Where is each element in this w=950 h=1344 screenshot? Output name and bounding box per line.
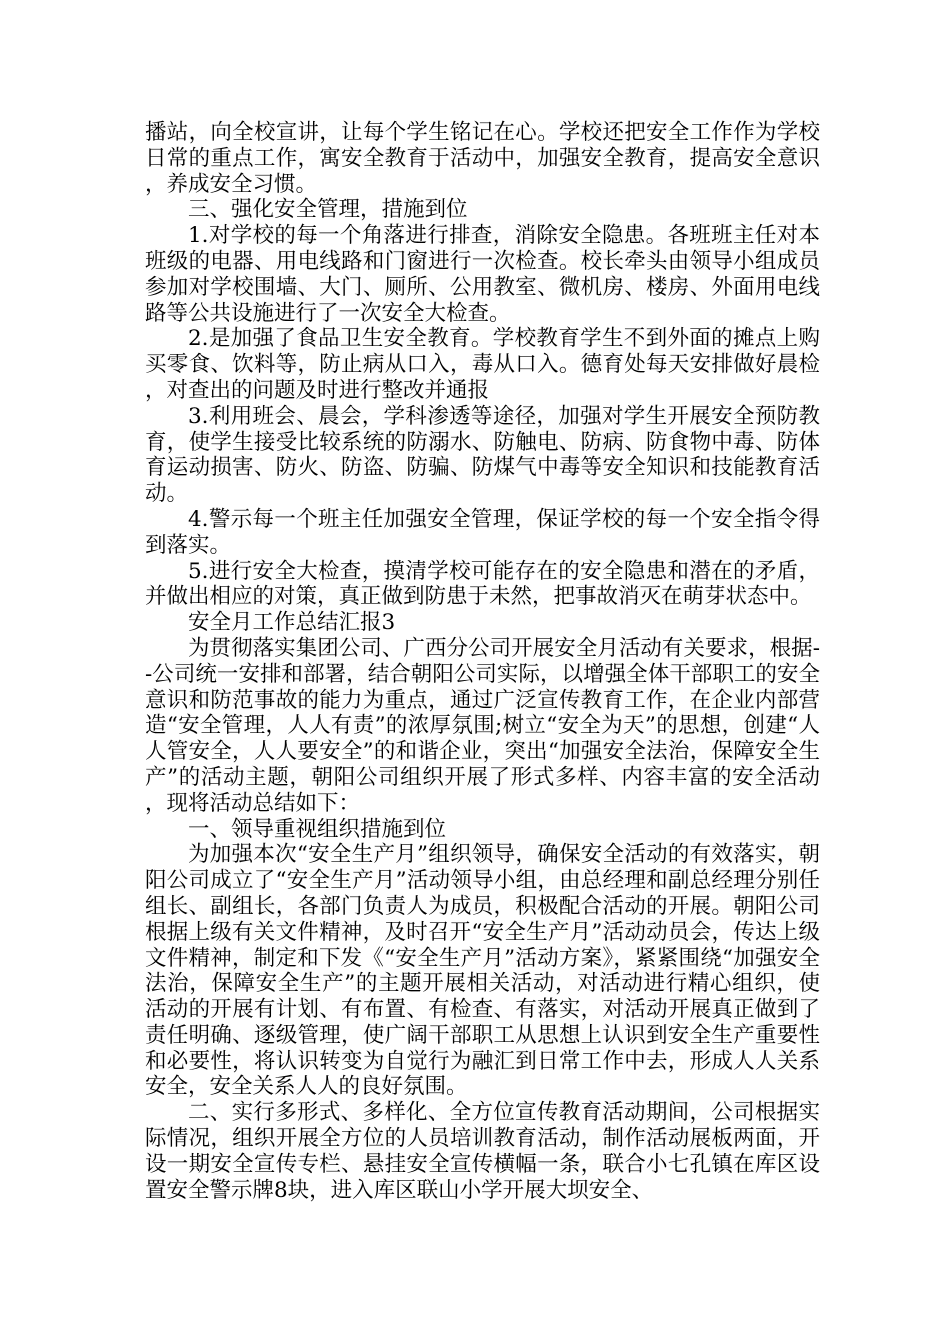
heading-leadership: 一、领导重视组织措施到位	[188, 816, 447, 842]
paragraph-publicity: 二、实行多形式、多样化、全方位宣传教育活动期间，公司根据实际情况，组织开展全方位的人员培训教育活动，制作活动展板两面，开设一期安全宣传专栏、悬挂安全宣传横幅一条，联合小七孔镇在库区设置安全警示牌8块，进入库区联山小学开展大坝安全、	[145, 1100, 820, 1203]
section-title-report-3: 安全月工作总结汇报3	[188, 610, 396, 636]
paragraph-item-1: 1.对学校的每一个角落进行排查，消除安全隐患。各班班主任对本班级的电器、用电线路和门窗进行一次检查。校长牵头由领导小组成员参加对学校围墙、大门、厕所、公用教室、微机房、楼房、外面用电线路等公共设施进行了一次安全大检查。	[145, 223, 820, 326]
paragraph-leadership: 为加强本次“安全生产月”组织领导，确保安全活动的有效落实，朝阳公司成立了“安全生产月”活动领导小组，由总经理和副总经理分别任组长、副组长，各部门负责人为成员，积极配合活动的开展。朝阳公司根据上级有关文件精神，及时召开“安全生产月”活动动员会，传达上级文件精神，制定和下发《“安全生产月”活动方案》，紧紧围绕“加强安全法治，保障安全生产”的主题开展相关活动，对活动进行精心组织，使活动的开展有计划、有布置、有检查、有落实，对活动开展真正做到了责任明确、逐级管理，使广阔干部职工从思想上认识到安全生产重要性和必要性，将认识转变为自觉行为融汇到日常工作中去，形成人人关系安全，安全关系人人的良好氛围。	[145, 842, 820, 1100]
paragraph-item-2: 2.是加强了食品卫生安全教育。学校教育学生不到外面的摊点上购买零食、饮料等，防止病从口入，毒从口入。德育处每天安排做好晨检，对查出的问题及时进行整改并通报	[145, 326, 820, 403]
paragraph-item-5: 5.进行安全大检查，摸清学校可能存在的安全隐患和潜在的矛盾，并做出相应的对策，真正做到防患于未然，把事故消灭在萌芽状态中。	[145, 558, 820, 610]
heading-strengthen-safety-management: 三、强化安全管理，措施到位	[188, 197, 468, 223]
paragraph-report-intro: 为贯彻落实集团公司、广西分公司开展安全月活动有关要求，根据--公司统一安排和部署，结合朝阳公司实际，以增强全体干部职工的安全意识和防范事故的能力为重点，通过广泛宣传教育工作，在企业内部营造“安全管理，人人有责”的浓厚氛围;树立“安全为天”的思想，创建“人人管安全，人人要安全”的和谐企业，突出“加强安全法治，保障安全生产”的活动主题，朝阳公司组织开展了形式多样、内容丰富的安全活动，现将活动总结如下：	[145, 635, 820, 816]
paragraph-intro-continuation: 播站，向全校宣讲，让每个学生铭记在心。学校还把安全工作作为学校日常的重点工作，寓安全教育于活动中，加强安全教育，提高安全意识，养成安全习惯。	[145, 120, 820, 197]
paragraph-item-3: 3.利用班会、晨会，学科渗透等途径，加强对学生开展安全预防教育，使学生接受比较系统的防溺水、防触电、防病、防食物中毒、防体育运动损害、防火、防盗、防骗、防煤气中毒等安全知识和技能教育活动。	[145, 403, 820, 507]
paragraph-item-4: 4.警示每一个班主任加强安全管理，保证学校的每一个安全指令得到落实。	[145, 506, 820, 558]
document-page	[145, 120, 820, 1203]
